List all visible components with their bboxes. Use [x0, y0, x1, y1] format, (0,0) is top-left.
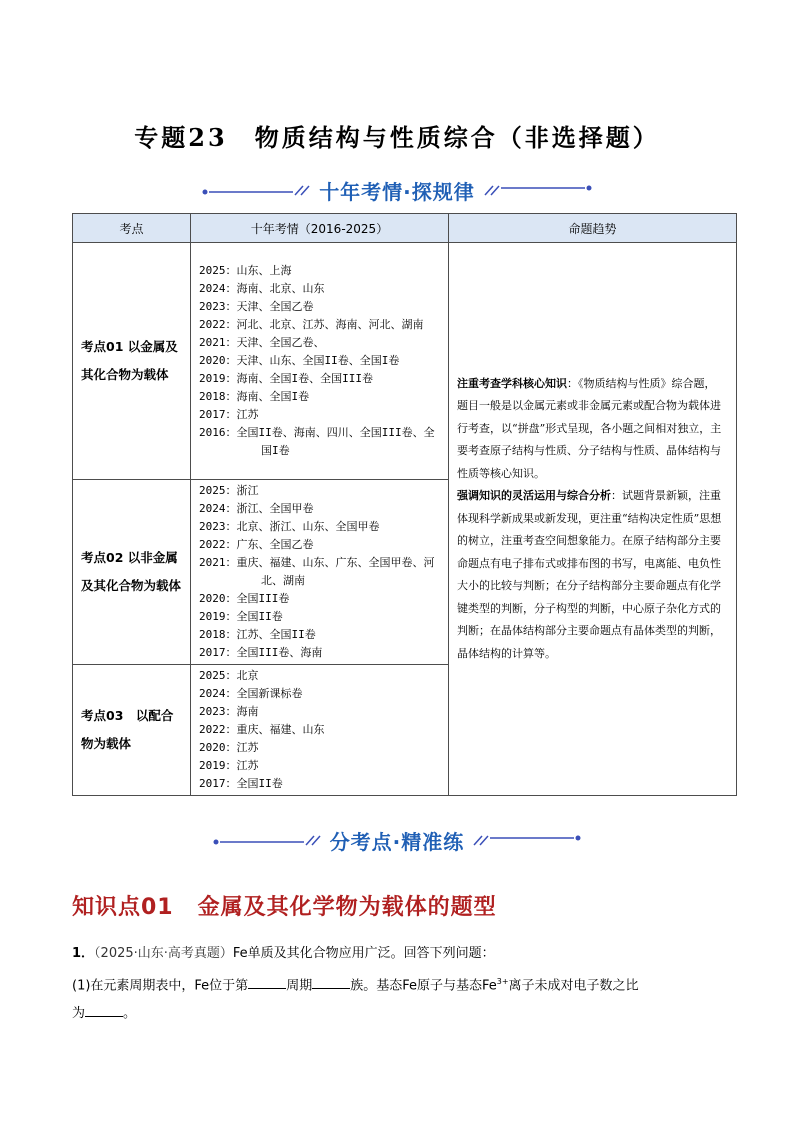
banner-text: 分考点·精准练	[329, 829, 465, 854]
history-line: 2023：海南	[199, 705, 259, 718]
banner-right-decoration	[483, 183, 593, 197]
history-line: 2024：全国新课标卷	[199, 687, 303, 700]
history-line: 2017：全国II卷	[199, 777, 283, 790]
history-line: 2019：江苏	[199, 759, 259, 772]
part1-text: 。	[123, 1006, 137, 1022]
history-cell	[191, 480, 449, 665]
answer-blank[interactable]	[248, 974, 286, 989]
history-line: 2024：浙江、全国甲卷	[199, 502, 314, 515]
question-part-1	[72, 968, 722, 1000]
history-line: 2020：江苏	[199, 741, 259, 754]
history-line: 2017：全国III卷、海南	[199, 646, 323, 659]
history-line: 2020：天津、山东、全国II卷、全国I卷	[199, 354, 400, 367]
trend-body-2: ：试题背景新颖，注重体现科学新成果或新发现，更注重“结构决定性质”思想的树立，注重考查空间想象能力。在原子结构部分主要命题点有电子排布式或排布图的书写，电离能、电负性大小的比较与判断；在分子结构部分主要命题点有化学键类型的判断，分子构型的判断，中心原子杂化方式的判断；在晶体结构部分主要命题点有晶体类型的判断，晶体结构的计算等。	[457, 489, 722, 660]
question-1	[72, 940, 722, 1028]
history-line: 2016：全国II卷、海南、四川、全国III卷、全国I卷	[199, 426, 435, 457]
history-line: 2019：全国II卷	[199, 610, 283, 623]
question-part-1-cont	[72, 1000, 722, 1028]
part1-text: (1)在元素周期表中，Fe位于第	[72, 978, 249, 994]
answer-blank[interactable]	[312, 974, 350, 989]
section-heading	[72, 890, 497, 921]
part1-text: 族。基态Fe原子与基态Fe	[350, 978, 497, 994]
question-number: 1．	[72, 946, 95, 961]
history-line: 2023：北京、浙江、山东、全国甲卷	[199, 520, 380, 533]
history-line: 2025：浙江	[199, 484, 259, 497]
history-line: 2023：天津、全国乙卷	[199, 300, 314, 313]
banner-right-decoration	[472, 833, 582, 847]
exam-trend-table	[72, 213, 737, 796]
point-cell: 考点02 以非金属及其化合物为载体	[73, 480, 191, 665]
history-line: 2022：重庆、福建、山东	[199, 723, 325, 736]
charge-superscript: 3+	[496, 977, 509, 986]
history-cell	[191, 665, 449, 796]
history-line: 2022：广东、全国乙卷	[199, 538, 314, 551]
history-line: 2024：海南、北京、山东	[199, 282, 325, 295]
question-stem-line	[72, 940, 722, 968]
section-code: 知识点01	[72, 895, 174, 920]
history-line: 2021：重庆、福建、山东、广东、全国甲卷、河北、湖南	[199, 556, 435, 587]
history-line: 2025：山东、上海	[199, 264, 292, 277]
banner-text: 十年考情·探规律	[319, 179, 475, 204]
trend-paragraph-2	[457, 485, 726, 665]
point-cell: 考点01 以金属及其化合物为载体	[73, 243, 191, 480]
history-line: 2019：海南、全国I卷、全国III卷	[199, 372, 373, 385]
trend-cell	[449, 243, 737, 796]
history-line: 2020：全国III卷	[199, 592, 290, 605]
history-line: 2021：天津、全国乙卷、	[199, 336, 325, 349]
header-trend: 命题趋势	[449, 214, 737, 243]
history-line: 2022：河北、北京、江苏、海南、河北、湖南	[199, 318, 424, 331]
header-point: 考点	[73, 214, 191, 243]
trend-lead-1: 注重考查学科核心知识	[457, 376, 567, 390]
table-header-row	[73, 214, 737, 243]
banner-practice	[0, 823, 794, 857]
history-line: 2018：海南、全国I卷	[199, 390, 310, 403]
history-line: 2017：江苏	[199, 408, 259, 421]
banner-left-decoration	[212, 833, 322, 847]
history-cell	[191, 243, 449, 480]
table-row	[73, 243, 737, 480]
answer-blank[interactable]	[85, 1002, 123, 1017]
history-line: 2025：北京	[199, 669, 259, 682]
trend-lead-2: 强调知识的灵活运用与综合分析	[457, 489, 611, 503]
history-line: 2018：江苏、全国II卷	[199, 628, 316, 641]
part1-text: 周期	[286, 978, 313, 994]
trend-body-1: ：《物质结构与性质》综合题，题目一般是以金属元素或非金属元素或配合物为载体进行考查，以“拼盘”形式呈现，各小题之间相对独立，主要考查原子结构与性质、分子结构与性质、晶体结构与性质等核心知识。	[457, 376, 722, 480]
header-history: 十年考情（2016-2025）	[191, 214, 449, 243]
point-cell: 考点03 以配合物为载体	[73, 665, 191, 796]
part1-text: 为	[72, 1006, 86, 1022]
question-stem: Fe单质及其化合物应用广泛。回答下列问题：	[232, 946, 495, 961]
part1-text: 离子未成对电子数之比	[508, 978, 639, 994]
banner-ten-year	[0, 173, 794, 207]
section-title: 金属及其化学物为载体的题型	[197, 895, 497, 920]
page-title: 专题23 物质结构与性质综合（非选择题）	[134, 123, 660, 152]
trend-paragraph-1	[457, 373, 726, 486]
banner-left-decoration	[201, 183, 311, 197]
question-source: （2025·山东·高考真题）	[94, 946, 233, 961]
